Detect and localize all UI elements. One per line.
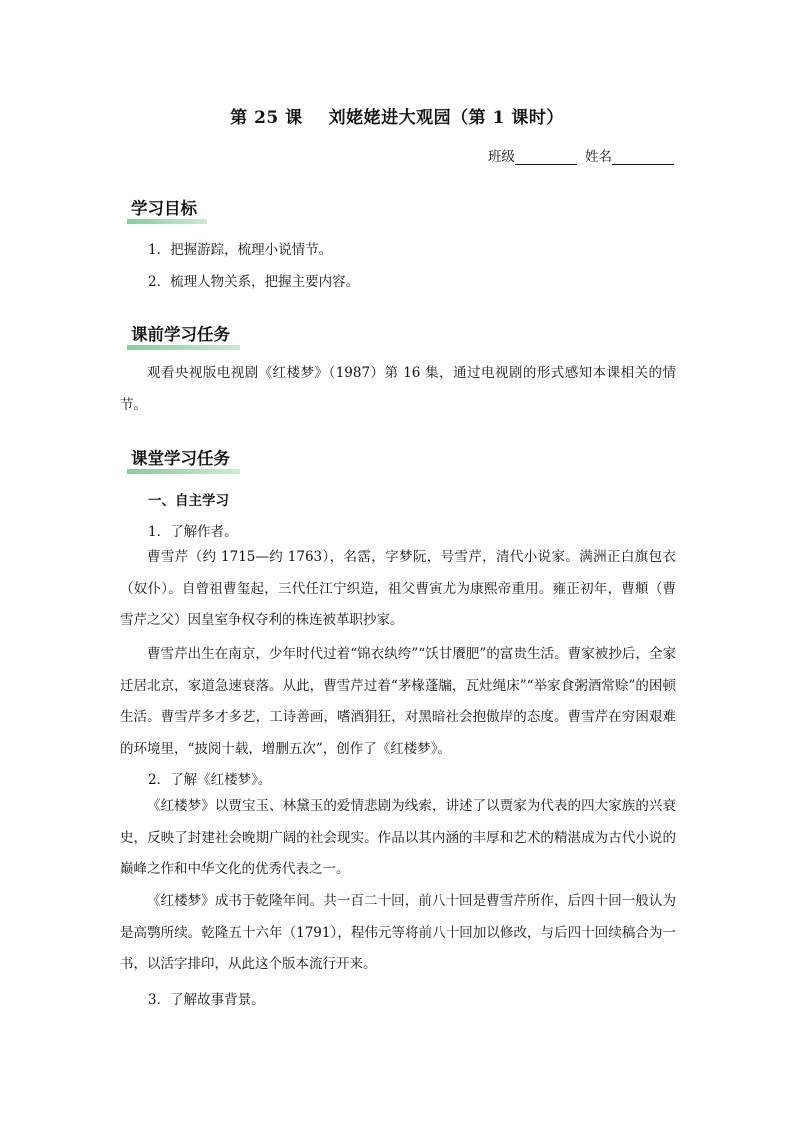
novel-paragraph-2: 《红楼梦》成书于乾隆年间。共一百二十回，前八十回是曹雪芹所作，后四十回一般认为是高鹗所续。乾隆五十六年（1791），程伟元等将前八十回加以修改，与后四十回续稿合为一书，以活字排印，从此这个版本流行开来。 <box>120 893 676 972</box>
section-heading-pre-class: 课前学习任务 <box>127 321 234 348</box>
goal-item: 1．把握游踪，梳理小说情节。 <box>148 242 333 258</box>
name-blank <box>612 150 674 165</box>
class-blank <box>515 150 577 165</box>
author-paragraph-2: 曹雪芹出生在南京，少年时代过着“锦衣纨绔”“饫甘餍肥”的富贵生活。曹家被抄后，全家迁居北京，家道急速衰落。从此，曹雪芹过着“茅椽蓬牖，瓦灶绳床”“举家食粥酒常赊”的困顿生活。曹雪芹多才多艺，工诗善画，嗜酒狷狂，对黑暗社会抱傲岸的态度。曹雪芹在穷困艰难的环境里，“披阅十载，增删五次”，创作了《红楼梦》。 <box>120 646 676 757</box>
lesson-title <box>0 103 794 128</box>
question-item: 1．了解作者。 <box>148 524 238 540</box>
pre-class-task-text: 观看央视版电视剧《红楼梦》（1987）第 16 集，通过电视剧的形式感知本课相关的情节。 <box>120 365 676 413</box>
section-heading-goals: 学习目标 <box>127 195 201 222</box>
name-row <box>488 145 674 165</box>
lesson-number: 第 25 课 <box>230 108 303 128</box>
novel-paragraph-1: 《红楼梦》以贾宝玉、林黛玉的爱情悲剧为线索，讲述了以贾家为代表的四大家族的兴衰史，反映了封建社会晚期广阔的社会现实。作品以其内涵的丰厚和艺术的精湛成为古代小说的巅峰之作和中华文化的优秀代表之一。 <box>120 798 676 877</box>
author-paragraph-1: 曹雪芹（约 1715—约 1763），名霑，字梦阮，号雪芹，清代小说家。满洲正白旗包衣（奴仆）。自曾祖曹玺起，三代任江宁织造，祖父曹寅尤为康熙帝重用。雍正初年，曹頫（曹雪芹之父）因皇室争权夺利的株连被革职抄家。 <box>120 549 676 628</box>
section-heading-in-class: 课堂学习任务 <box>127 445 234 472</box>
lesson-name: 刘姥姥进大观园（第 1 课时） <box>328 108 564 128</box>
name-label: 姓名 <box>585 149 612 165</box>
class-label: 班级 <box>488 149 515 165</box>
question-item: 2．了解《红楼梦》。 <box>148 772 272 788</box>
question-item: 3．了解故事背景。 <box>148 992 265 1008</box>
subheading-self-study: 一、自主学习 <box>148 493 229 509</box>
goal-item: 2．梳理人物关系，把握主要内容。 <box>148 274 360 290</box>
